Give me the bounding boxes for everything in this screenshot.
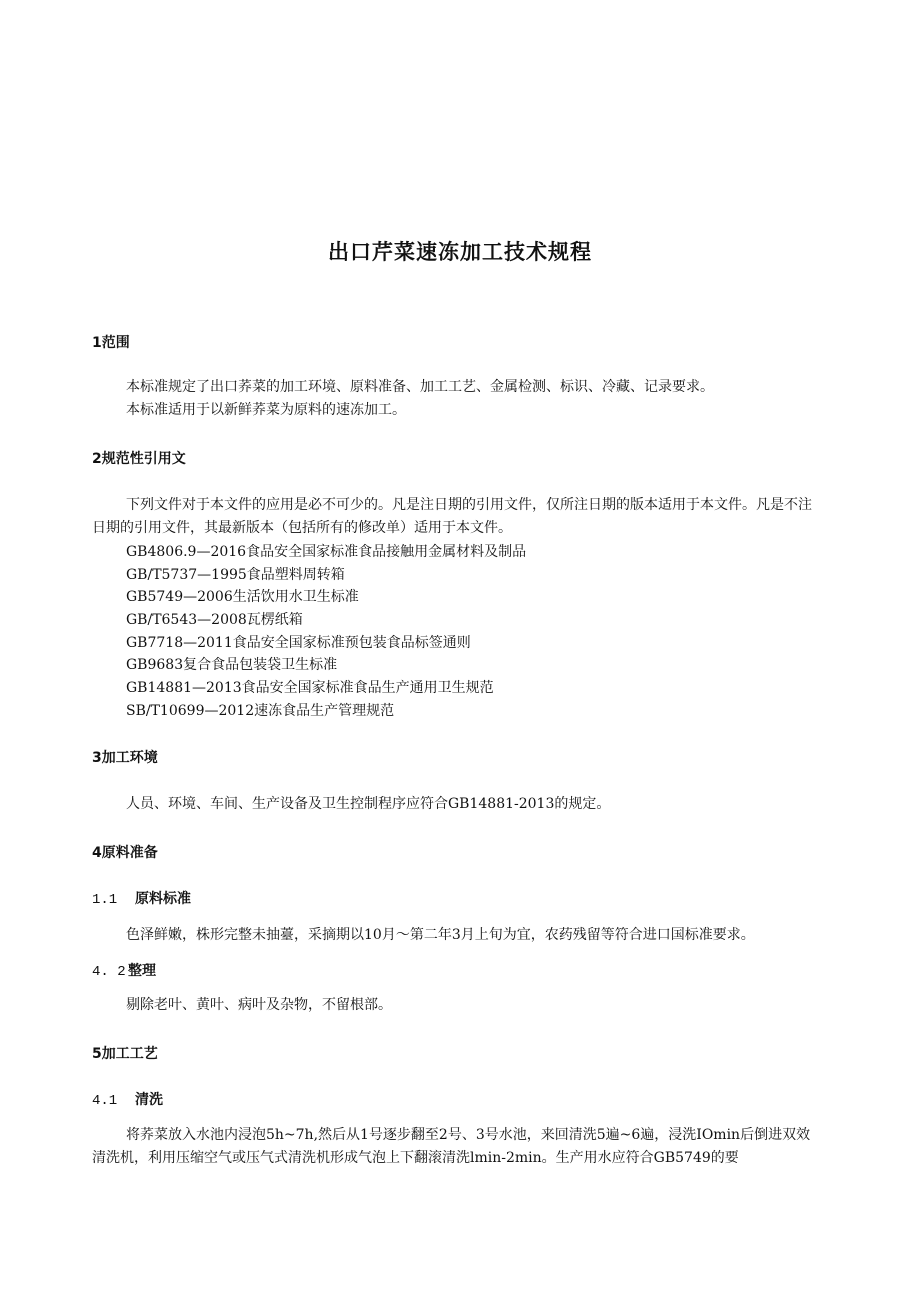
section-3-heading: 3加工环境 [92, 750, 158, 766]
reference-item: GB/T5737—1995食品塑料周转箱 [126, 567, 345, 583]
reference-item: GB9683复合食品包装袋卫生标准 [126, 657, 338, 673]
subsection-5-1-heading [92, 1089, 163, 1109]
section-1-heading: 1范围 [92, 335, 130, 351]
reference-item: GB4806.9—2016食品安全国家标准食品接触用金属材料及制品 [126, 544, 527, 560]
subsection-4-1-text: 色泽鲜嫩，株形完整未抽薹，采摘期以10月～第二年3月上旬为宜，农药残留等符合进口国标准要求。 [126, 927, 755, 943]
subsection-label: 原料标准 [135, 891, 191, 907]
subsection-4-2-heading [92, 960, 156, 980]
section-1-paragraph-2: 本标准适用于以新鲜荞菜为原料的速冻加工。 [126, 402, 406, 418]
reference-item: GB7718—2011食品安全国家标准预包装食品标签通则 [126, 635, 471, 651]
document-title: 出口芹菜速冻加工技术规程 [328, 240, 592, 264]
section-5-heading: 5加工工艺 [92, 1046, 158, 1062]
subsection-label: 清洗 [135, 1092, 163, 1108]
reference-item: GB/T6543—2008瓦楞纸箱 [126, 612, 303, 628]
subsection-5-1-text: 将荞菜放入水池内浸泡5h~7h,然后从1号逐步翻至2号、3号水池，来回清洗5遍~6遍，浸洗IOmin后倒进双效清洗机，利用压缩空气或压气式清洗机形成气泡上下翻滚清洗lmin-2min。生产用水应符合GB5749的要 [92, 1127, 811, 1166]
section-2-intro: 下列文件对于本文件的应用是必不可少的。凡是注日期的引用文件，仅所注日期的版本适用于本文件。凡是不注日期的引用文件，其最新版本（包括所有的修改单）适用于本文件。 [92, 497, 812, 536]
subsection-label: 整理 [128, 963, 156, 979]
reference-item: GB5749—2006生活饮用水卫生标准 [126, 589, 359, 605]
subsection-number: 4. 2 [92, 964, 126, 980]
section-1-paragraph-1: 本标准规定了出口荞菜的加工环境、原料准备、加工工艺、金属检测、标识、冷藏、记录要求。 [126, 379, 714, 395]
reference-item: GB14881—2013食品安全国家标准食品生产通用卫生规范 [126, 680, 494, 696]
section-3-paragraph: 人员、环境、车间、生产设备及卫生控制程序应符合GB14881-2013的规定。 [126, 796, 611, 812]
subsection-number: 1.1 [92, 892, 118, 908]
subsection-4-1-heading [92, 888, 191, 908]
subsection-4-2-text: 剔除老叶、黄叶、病叶及杂物，不留根部。 [126, 997, 392, 1013]
reference-item: SB/T10699—2012速冻食品生产管理规范 [126, 703, 395, 719]
section-4-heading: 4原料准备 [92, 845, 158, 861]
subsection-number: 4.1 [92, 1093, 118, 1109]
section-2-heading: 2规范性引用文 [92, 451, 186, 467]
